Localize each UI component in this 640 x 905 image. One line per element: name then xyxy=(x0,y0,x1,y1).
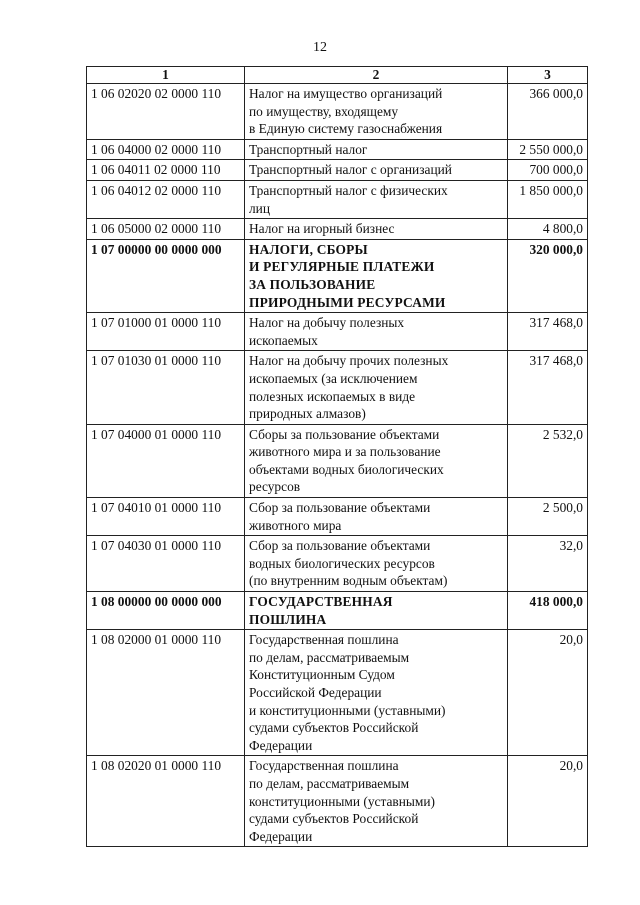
row-description xyxy=(245,219,508,240)
row-description xyxy=(245,239,508,312)
row-code: 1 06 04011 02 0000 110 xyxy=(87,160,245,181)
row-code: 1 07 00000 00 0000 000 xyxy=(87,239,245,312)
table-row xyxy=(87,756,588,847)
description-line: Транспортный налог xyxy=(249,141,368,157)
row-code: 1 07 01000 01 0000 110 xyxy=(87,313,245,351)
description-line: Налог на игорный бизнес xyxy=(249,221,395,237)
row-amount: 320 000,0 xyxy=(508,239,588,312)
description-line: Федерации xyxy=(249,828,313,844)
description-line: в Единую систему газоснабжения xyxy=(249,121,443,137)
row-code: 1 07 04000 01 0000 110 xyxy=(87,424,245,497)
description-line: ГОСУДАРСТВЕННАЯ xyxy=(249,594,393,610)
description-line: (по внутренним водным объектам) xyxy=(249,573,448,589)
description-line: и конституционными (уставными) xyxy=(249,702,446,718)
row-amount: 1 850 000,0 xyxy=(508,180,588,218)
row-description xyxy=(245,180,508,218)
description-line: ресурсов xyxy=(249,479,301,495)
column-header-code: 1 xyxy=(87,67,245,84)
description-line: Сбор за пользование объектами xyxy=(249,538,431,554)
description-line: Российской Федерации xyxy=(249,685,382,700)
description-line: ЗА ПОЛЬЗОВАНИЕ xyxy=(249,276,376,292)
description-line: Налог на добычу полезных xyxy=(249,315,405,331)
description-line: НАЛОГИ, СБОРЫ xyxy=(249,241,368,257)
row-amount: 4 800,0 xyxy=(508,219,588,240)
row-code: 1 07 04030 01 0000 110 xyxy=(87,536,245,592)
description-line: по имуществу, входящему xyxy=(249,103,399,119)
row-amount: 418 000,0 xyxy=(508,592,588,630)
row-amount: 2 532,0 xyxy=(508,424,588,497)
row-description xyxy=(245,592,508,630)
description-line: ПОШЛИНА xyxy=(249,611,327,627)
row-description xyxy=(245,313,508,351)
row-code: 1 06 02020 02 0000 110 xyxy=(87,84,245,140)
row-description xyxy=(245,84,508,140)
row-code: 1 06 04012 02 0000 110 xyxy=(87,180,245,218)
row-amount: 20,0 xyxy=(508,630,588,756)
table-row xyxy=(87,498,588,536)
description-line: судами субъектов Российской xyxy=(249,811,419,827)
table-row xyxy=(87,351,588,424)
description-line: Сбор за пользование объектами xyxy=(249,500,431,516)
table-row xyxy=(87,139,588,160)
row-amount: 20,0 xyxy=(508,756,588,847)
table-row xyxy=(87,180,588,218)
row-amount: 366 000,0 xyxy=(508,84,588,140)
table-row xyxy=(87,424,588,497)
description-line: Государственная пошлина xyxy=(249,632,399,648)
table-row xyxy=(87,592,588,630)
table-header-row xyxy=(87,67,588,84)
description-line: ПРИРОДНЫМИ РЕСУРСАМИ xyxy=(249,294,446,310)
table-row xyxy=(87,313,588,351)
row-description xyxy=(245,160,508,181)
row-amount: 700 000,0 xyxy=(508,160,588,181)
description-line: по делам, рассматриваемым xyxy=(249,649,410,665)
description-line: Конституционным Судом xyxy=(249,667,395,683)
table-row xyxy=(87,630,588,756)
table-row xyxy=(87,219,588,240)
description-line: Налог на имущество организаций xyxy=(249,86,443,101)
description-line: ископаемых xyxy=(249,332,318,348)
table-row xyxy=(87,239,588,312)
row-amount: 2 550 000,0 xyxy=(508,139,588,160)
row-code: 1 06 04000 02 0000 110 xyxy=(87,139,245,160)
row-amount: 317 468,0 xyxy=(508,313,588,351)
description-line: Транспортный налог с физических xyxy=(249,182,448,198)
description-line: И РЕГУЛЯРНЫЕ ПЛАТЕЖИ xyxy=(249,259,435,275)
row-code: 1 08 02020 01 0000 110 xyxy=(87,756,245,847)
row-description xyxy=(245,498,508,536)
description-line: по делам, рассматриваемым xyxy=(249,775,410,791)
row-description xyxy=(245,536,508,592)
row-description xyxy=(245,424,508,497)
table-row xyxy=(87,160,588,181)
row-amount: 32,0 xyxy=(508,536,588,592)
description-line: конституционными (уставными) xyxy=(249,793,436,809)
description-line: ископаемых (за исключением xyxy=(249,370,418,386)
row-description xyxy=(245,351,508,424)
row-description xyxy=(245,630,508,756)
description-line: лиц xyxy=(249,200,271,216)
description-line: водных биологических ресурсов xyxy=(249,555,435,571)
description-line: животного мира xyxy=(249,517,342,533)
row-amount: 2 500,0 xyxy=(508,498,588,536)
description-line: Федерации xyxy=(249,737,313,753)
row-amount: 317 468,0 xyxy=(508,351,588,424)
description-line: судами субъектов Российской xyxy=(249,720,419,736)
column-header-amount: 3 xyxy=(508,67,588,84)
description-line: полезных ископаемых в виде xyxy=(249,388,416,404)
description-line: Транспортный налог с организаций xyxy=(249,162,452,178)
column-header-description: 2 xyxy=(245,67,508,84)
table-body xyxy=(87,84,588,847)
description-line: природных алмазов) xyxy=(249,406,366,422)
row-code: 1 07 04010 01 0000 110 xyxy=(87,498,245,536)
row-code: 1 08 00000 00 0000 000 xyxy=(87,592,245,630)
row-code: 1 06 05000 02 0000 110 xyxy=(87,219,245,240)
description-line: Сборы за пользование объектами xyxy=(249,426,440,442)
table-row xyxy=(87,536,588,592)
row-code: 1 07 01030 01 0000 110 xyxy=(87,351,245,424)
description-line: животного мира и за пользование xyxy=(249,444,441,460)
row-code: 1 08 02000 01 0000 110 xyxy=(87,630,245,756)
description-line: объектами водных биологических xyxy=(249,461,444,477)
page-number: 12 xyxy=(313,40,327,55)
row-description xyxy=(245,139,508,160)
description-line: Государственная пошлина xyxy=(249,758,399,774)
budget-table xyxy=(86,66,588,847)
table-row xyxy=(87,84,588,140)
row-description xyxy=(245,756,508,847)
description-line: Налог на добычу прочих полезных xyxy=(249,353,449,369)
